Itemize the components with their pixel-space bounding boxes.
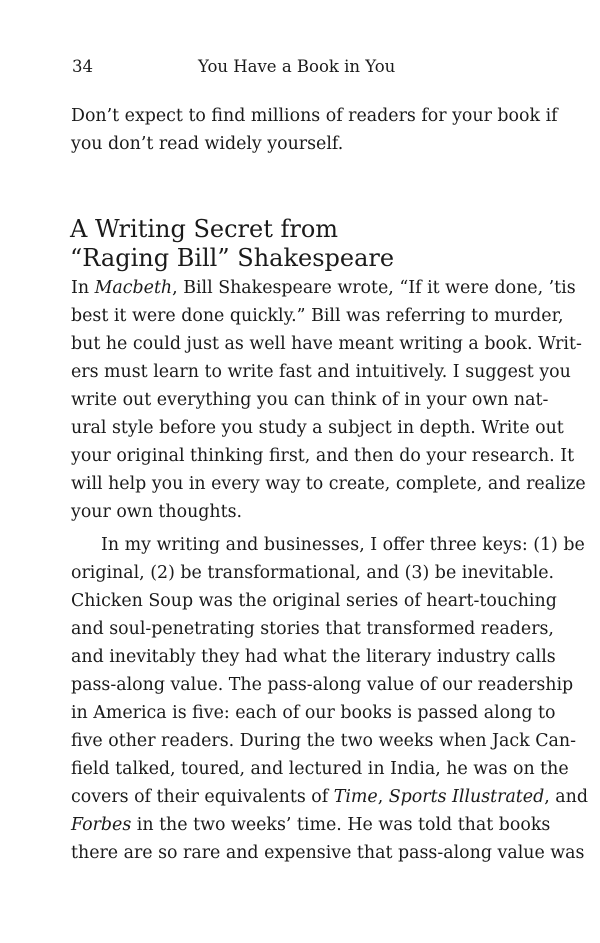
- paragraph-2-line-10: [71, 783, 588, 811]
- page-number: 34: [72, 57, 93, 76]
- intro-line-1: Don’t expect to find millions of readers for your book if: [71, 106, 558, 126]
- intro-line-2: you don’t read widely yourself.: [71, 134, 344, 154]
- text-run: ,: [377, 787, 389, 807]
- paragraph-1-line-3: but he could just as well have meant writing a book. Writ-: [71, 334, 582, 354]
- text-run: covers of their equivalents of: [71, 787, 334, 807]
- paragraph-2-line-7: in America is five: each of our books is passed along to: [71, 703, 556, 723]
- text-run: , and: [544, 787, 588, 807]
- running-header: [70, 56, 510, 78]
- italic-title-forbes: Forbes: [71, 815, 132, 835]
- paragraph-1-line-9: your own thoughts.: [71, 502, 243, 522]
- paragraph-2-line-2: original, (2) be transformational, and (3) be inevitable.: [71, 563, 555, 583]
- italic-title-sports-illustrated: Sports Illustrated: [388, 787, 545, 807]
- paragraph-2-line-12: there are so rare and expensive that pass-along value was: [71, 843, 585, 863]
- paragraph-2-line-5: and inevitably they had what the literary industry calls: [71, 647, 556, 667]
- paragraph-2-line-8: five other readers. During the two weeks when Jack Can-: [71, 731, 576, 751]
- paragraph-1-line-7: your original thinking first, and then do your research. It: [71, 446, 575, 466]
- paragraph-1-line-2: best it were done quickly.” Bill was referring to murder,: [71, 306, 564, 326]
- paragraph-1-line-1: [71, 274, 576, 302]
- book-title: You Have a Book in You: [198, 57, 396, 76]
- text-run: in the two weeks’ time. He was told that books: [131, 815, 551, 835]
- text-run: , Bill Shakespeare wrote, “If it were done, ’tis: [172, 278, 576, 298]
- text-run: In: [71, 278, 95, 298]
- paragraph-1-line-4: ers must learn to write fast and intuitively. I suggest you: [71, 362, 571, 382]
- paragraph-1-line-5: write out everything you can think of in your own nat-: [71, 390, 549, 410]
- paragraph-2-line-6: pass-along value. The pass-along value of our readership: [71, 675, 574, 695]
- paragraph-1-line-8: will help you in every way to create, complete, and realize: [71, 474, 586, 494]
- italic-title-time: Time: [333, 787, 378, 807]
- paragraph-2-line-11: [71, 811, 551, 839]
- italic-title-macbeth: Macbeth: [94, 278, 173, 298]
- section-heading-line-2: “Raging Bill” Shakespeare: [70, 244, 395, 272]
- paragraph-2-line-1: In my writing and businesses, I offer three keys: (1) be: [101, 535, 585, 555]
- paragraph-2-line-3: Chicken Soup was the original series of heart-touching: [71, 591, 557, 611]
- paragraph-2-line-4: and soul-penetrating stories that transformed readers,: [71, 619, 554, 639]
- paragraph-1-line-6: ural style before you study a subject in depth. Write out: [71, 418, 564, 438]
- section-heading-line-1: A Writing Secret from: [70, 215, 339, 243]
- paragraph-2-line-9: field talked, toured, and lectured in India, he was on the: [71, 759, 569, 779]
